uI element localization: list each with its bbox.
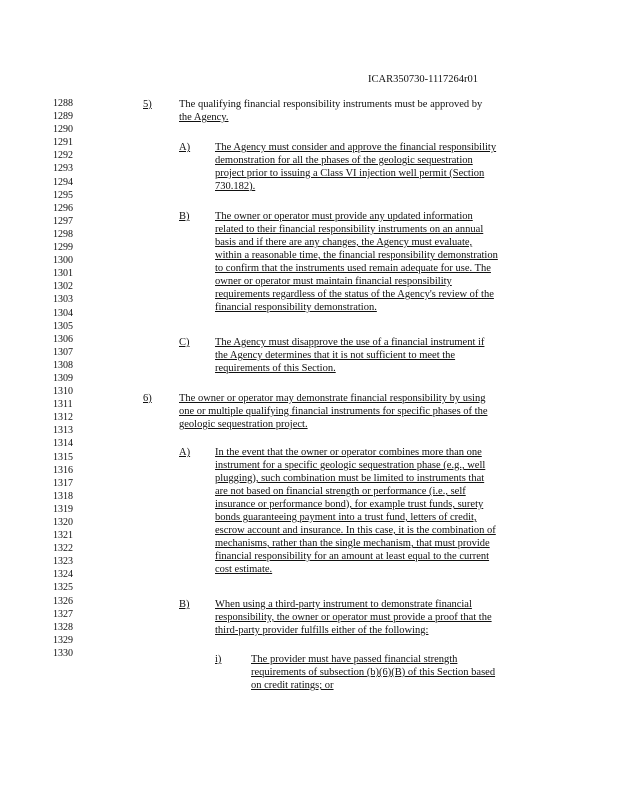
- item-6b-marker: B): [179, 599, 190, 610]
- line-number: 1318: [53, 490, 73, 502]
- item-6b-text: When using a third-party instrument to demonstrate financial: [215, 599, 472, 610]
- line-number: 1295: [53, 189, 73, 201]
- item-5a-text: project prior to issuing a Class VI injection well permit (Section: [215, 168, 485, 179]
- item-6b-text: responsibility, the owner or operator must provide a proof that the: [215, 612, 492, 623]
- line-number: 1309: [53, 372, 73, 384]
- line-number: 1294: [53, 176, 73, 188]
- line-number: 1302: [53, 281, 73, 293]
- line-number: 1288: [53, 98, 73, 109]
- item-6a-text: insurance or performance bond), for example trust funds, surety: [215, 499, 484, 510]
- line-number: 1312: [53, 412, 73, 424]
- line-number: 1307: [53, 346, 73, 358]
- line-number: 1306: [53, 333, 73, 345]
- item-5b-marker: B): [179, 211, 190, 222]
- item-5b-text: owner or operator must maintain financial responsibility: [215, 276, 452, 287]
- line-number: 1322: [53, 543, 73, 555]
- item-5c-marker: C): [179, 337, 190, 348]
- line-number: 1316: [53, 464, 73, 476]
- item-5a-marker: A): [179, 142, 191, 153]
- section-6-text: one or multiple qualifying financial instruments for specific phases of the: [179, 406, 488, 417]
- line-number: 1291: [53, 137, 73, 149]
- item-6a-text: mechanisms, rather than the single mechanism, that must provide: [215, 538, 490, 549]
- item-5c-text: requirements of this Section.: [215, 363, 336, 374]
- section-5-marker: 5): [143, 99, 152, 110]
- line-number: 1327: [53, 608, 73, 620]
- line-number: 1314: [53, 438, 73, 450]
- line-number: 1311: [53, 399, 73, 411]
- item-5c-text: the Agency determines that it is not sufficient to meet the: [215, 350, 456, 361]
- item-5a-text: 730.182).: [215, 181, 256, 192]
- line-number: 1301: [53, 268, 73, 280]
- line-number: 1310: [53, 386, 73, 398]
- item-5b-text: requirements regardless of the status of the Agency's review of the: [215, 289, 494, 300]
- line-number-gutter: [53, 97, 83, 660]
- item-6a-text: instrument for a specific geologic sequestration phase (e.g., well: [215, 460, 486, 471]
- item-6a-marker: A): [179, 447, 191, 458]
- item-6bi-marker: i): [215, 654, 222, 665]
- line-number: 1323: [53, 556, 73, 568]
- item-6a-text: cost estimate.: [215, 564, 273, 575]
- line-number: 1304: [53, 307, 73, 319]
- item-6a-text: plugging), such combination must be limited to instruments that: [215, 473, 485, 484]
- line-number: 1298: [53, 228, 73, 240]
- line-number: 1321: [53, 530, 73, 542]
- item-6a-text: are not based on financial strength or performance (i.e., self: [215, 486, 466, 497]
- item-5b-text: basis and if there are any changes, the Agency must evaluate,: [215, 237, 473, 248]
- line-number: 1293: [53, 163, 73, 175]
- section-5-text: The qualifying financial responsibility instruments must be approved by: [179, 99, 483, 110]
- line-number: 1313: [53, 425, 73, 437]
- line-number: 1317: [53, 477, 73, 489]
- item-6bi-text: requirements of subsection (b)(6)(B) of this Section based: [251, 667, 496, 678]
- line-number: 1324: [53, 569, 73, 581]
- item-6bi-text: on credit ratings; or: [251, 680, 334, 691]
- item-5b-text: related to their financial responsibility instruments on an annual: [215, 224, 484, 235]
- item-6a-text: bonds guaranteeing payment into a trust fund, letters of credit,: [215, 512, 477, 523]
- line-number: 1303: [53, 294, 73, 306]
- item-5a-text: demonstration for all the phases of the geologic sequestration: [215, 155, 473, 166]
- item-6a-text: financial responsibility for an amount at least equal to the current: [215, 551, 490, 562]
- line-number: 1326: [53, 595, 73, 607]
- item-6a-text: In the event that the owner or operator combines more than one: [215, 447, 482, 458]
- line-number: 1330: [53, 647, 73, 659]
- section-6-text: geologic sequestration project.: [179, 419, 308, 430]
- item-6bi-text: The provider must have passed financial strength: [251, 654, 458, 665]
- line-number: 1308: [53, 359, 73, 371]
- line-number: 1290: [53, 124, 73, 136]
- item-5a-text: The Agency must consider and approve the financial responsibility: [215, 142, 497, 153]
- item-5b-text: to confirm that the instruments used remain adequate for use. The: [215, 263, 491, 274]
- line-number: 1289: [53, 111, 73, 123]
- line-number: 1315: [53, 451, 73, 463]
- item-5b-text: financial responsibility demonstration.: [215, 302, 377, 313]
- line-number: 1319: [53, 503, 73, 515]
- line-number: 1305: [53, 320, 73, 332]
- line-number: 1320: [53, 517, 73, 528]
- line-number: 1325: [53, 582, 73, 594]
- line-number: 1300: [53, 255, 73, 267]
- item-5b-text: The owner or operator must provide any updated information: [215, 211, 473, 222]
- section-6-marker: 6): [143, 393, 152, 404]
- item-6a-text: escrow account and insurance. In this case, it is the combination of: [215, 525, 496, 536]
- line-number: 1292: [53, 150, 73, 162]
- section-6-text: The owner or operator may demonstrate financial responsibility by using: [179, 393, 486, 404]
- line-number: 1297: [53, 215, 73, 227]
- document-id: ICAR350730-1117264r01: [368, 74, 479, 85]
- item-5c-text: The Agency must disapprove the use of a financial instrument if: [215, 337, 485, 348]
- item-6b-text: third-party provider fulfills either of the following:: [215, 625, 429, 636]
- line-number: 1299: [53, 242, 73, 254]
- line-number: 1329: [53, 634, 73, 646]
- line-number: 1296: [53, 202, 73, 214]
- item-5b-text: within a reasonable time, the financial responsibility demonstration: [215, 250, 498, 261]
- section-5-text: the Agency.: [179, 112, 229, 123]
- line-number: 1328: [53, 621, 73, 633]
